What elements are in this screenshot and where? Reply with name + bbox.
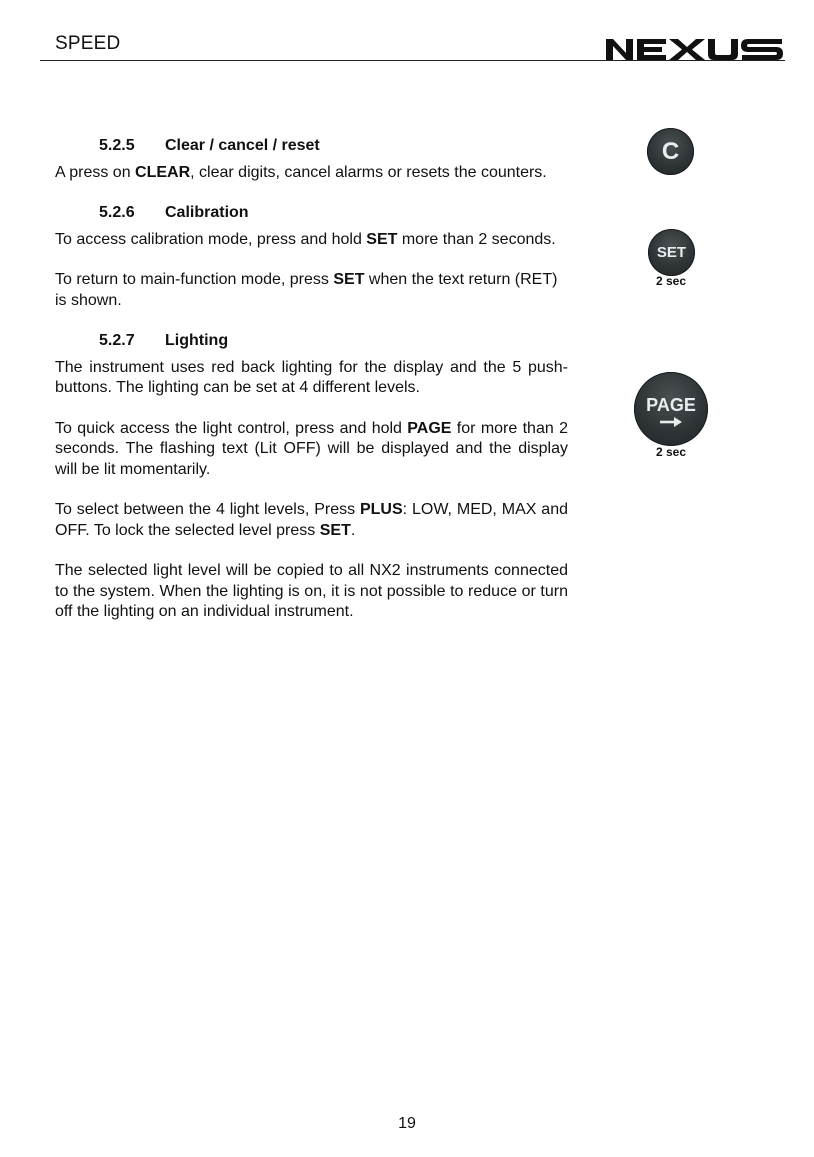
section-number: 5.2.6 bbox=[99, 204, 135, 221]
header-divider bbox=[40, 60, 785, 61]
paragraph: The instrument uses red back lighting for the display and the 5 push-buttons. The lighting can be set at 4 different levels. bbox=[55, 358, 568, 396]
section-heading-calibration bbox=[55, 203, 568, 224]
paragraph: A press on CLEAR, clear digits, cancel alarms or resets the counters. bbox=[55, 163, 547, 181]
page-key-icon bbox=[634, 372, 708, 446]
page-header-title: SPEED bbox=[55, 33, 121, 54]
section-title: Lighting bbox=[165, 332, 229, 349]
set-key-caption: 2 sec bbox=[655, 274, 687, 288]
set-key-icon: SET bbox=[648, 229, 695, 276]
logo-text: NEXUS bbox=[604, 36, 608, 37]
page-key-caption: 2 sec bbox=[655, 445, 687, 459]
nexus-logo bbox=[604, 36, 786, 62]
section-number: 5.2.5 bbox=[99, 137, 135, 154]
paragraph: To quick access the light control, press and hold PAGE for more than 2 seconds. The flashing text (Lit OFF) will be displayed and the display will be lit momentarily. bbox=[55, 419, 568, 478]
clear-key-icon: C bbox=[647, 128, 694, 175]
section-heading-lighting bbox=[55, 331, 568, 352]
section-title: Calibration bbox=[165, 204, 249, 221]
page-number: 19 bbox=[398, 1115, 416, 1132]
page-key-label: PAGE bbox=[646, 395, 696, 415]
paragraph: To access calibration mode, press and hold SET more than 2 seconds. bbox=[55, 230, 556, 248]
paragraph: The selected light level will be copied to all NX2 instruments connected to the system. When the lighting is on, it is not possible to reduce or turn off the lighting on an individual instrument. bbox=[55, 562, 568, 620]
paragraph: To return to main-function mode, press SET when the text return (RET) is shown. bbox=[55, 271, 558, 309]
section-title: Clear / cancel / reset bbox=[165, 137, 320, 154]
main-content bbox=[55, 136, 568, 623]
right-arrow-icon bbox=[659, 416, 683, 428]
section-number: 5.2.7 bbox=[99, 332, 135, 349]
section-heading-clear bbox=[55, 136, 568, 157]
paragraph: To select between the 4 light levels, Press PLUS: LOW, MED, MAX and OFF. To lock the selected level press SET. bbox=[55, 501, 568, 539]
